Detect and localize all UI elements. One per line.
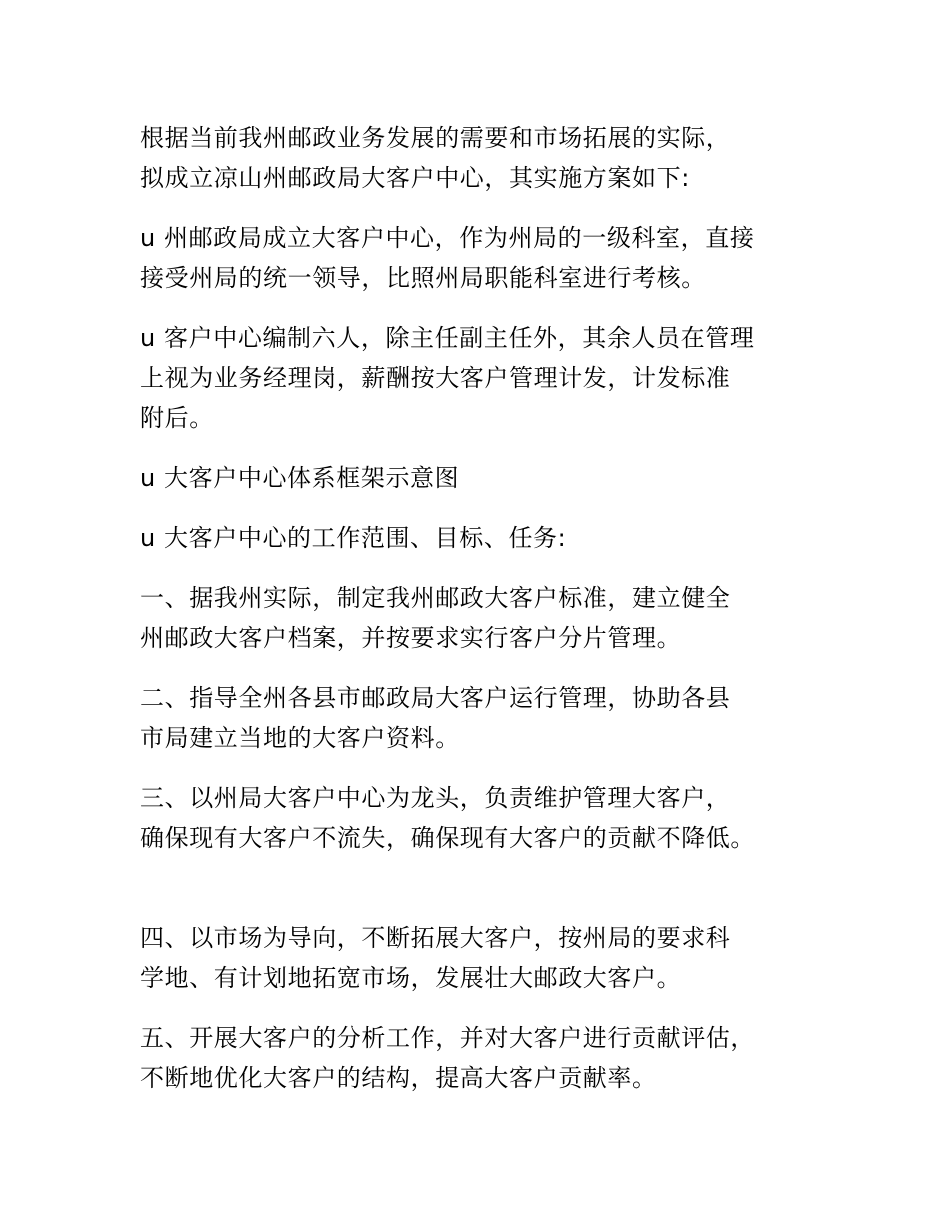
text-line: 根据当前我州邮政业务发展的需要和市场拓展的实际， [140,124,731,152]
text-line: 接受州局的统一领导，比照州局职能科室进行考核。 [140,264,706,292]
text-line: 三、以州局大客户中心为龙头，负责维护管理大客户， [140,784,731,812]
text-line: 州邮政大客户档案，并按要求实行客户分片管理。 [140,624,682,652]
text-line: 附后。 [140,404,214,432]
task-paragraph-5 [140,1018,830,1098]
task-paragraph-1 [140,578,830,658]
text-line: 二、指导全州各县市邮政局大客户运行管理，协助各县 [140,684,731,712]
text-line: 五、开展大客户的分析工作，并对大客户进行贡献评估， [140,1024,755,1052]
task-paragraph-2 [140,678,830,758]
text-line: 不断地优化大客户的结构，提高大客户贡献率。 [140,1064,657,1092]
text-line: 市局建立当地的大客户资料。 [140,724,460,752]
text-line: 确保现有大客户不流失，确保现有大客户的贡献不降低。 [140,824,755,852]
text-line: 学地、有计划地拓宽市场，发展壮大邮政大客户。 [140,964,682,992]
text-line: 四、以市场为导向，不断拓展大客户，按州局的要求科 [140,924,731,952]
intro-paragraph [140,118,830,198]
bullet-paragraph-scope [140,518,830,558]
task-paragraph-3 [140,778,830,858]
bullet-paragraph-establish [140,218,830,298]
task-paragraph-4 [140,918,830,998]
text-line: 拟成立凉山州邮政局大客户中心，其实施方案如下: [140,164,690,192]
text-line: u 州邮政局成立大客户中心，作为州局的一级科室，直接 [140,224,755,252]
bullet-paragraph-staffing [140,318,830,438]
text-line: u 大客户中心的工作范围、目标、任务: [140,524,567,552]
text-line: u 客户中心编制六人，除主任副主任外，其余人员在管理 [140,324,755,352]
text-line: 上视为业务经理岗，薪酬按大客户管理计发，计发标准 [140,364,731,392]
text-line: 一、据我州实际，制定我州邮政大客户标准，建立健全 [140,584,731,612]
text-line: u 大客户中心体系框架示意图 [140,464,460,492]
bullet-paragraph-diagram [140,458,830,498]
